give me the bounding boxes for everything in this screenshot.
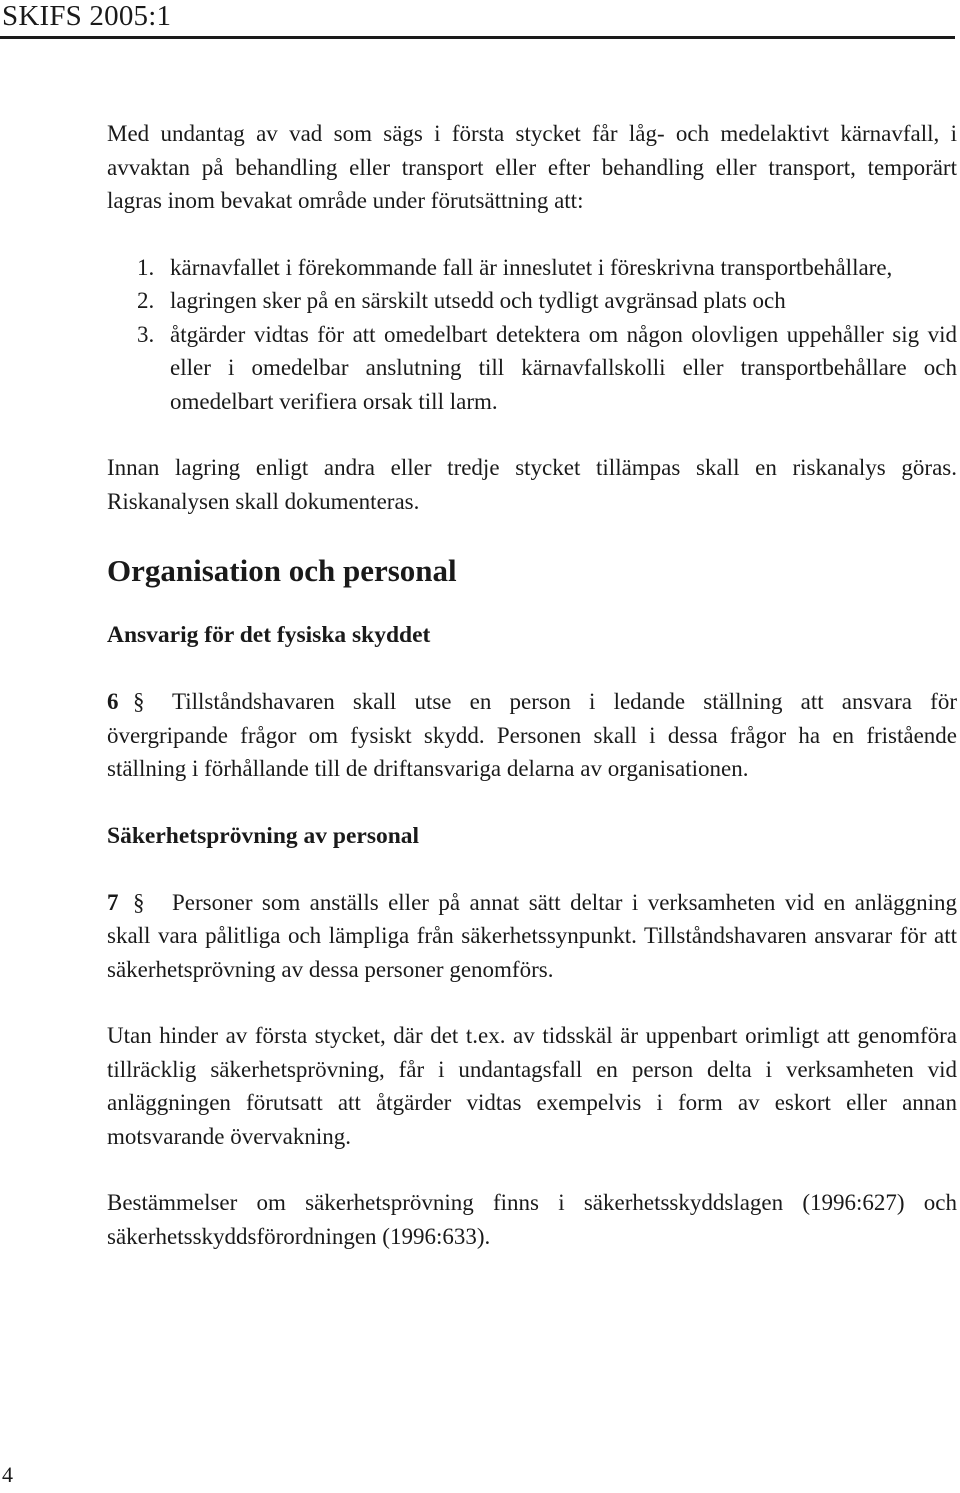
section-symbol: § (133, 689, 145, 714)
document-code: SKIFS 2005:1 (2, 0, 172, 32)
list-item (107, 284, 957, 318)
list-item (107, 251, 957, 285)
page-number: 4 (2, 1462, 13, 1487)
list-item-number: 3. (137, 321, 155, 347)
subheading-vetting: Säkerhetsprövning av personal (107, 822, 420, 849)
list-item (107, 318, 957, 419)
paragraph-intro: Med undantag av vad som sägs i första stycket får låg- och medelaktivt kärnavfall, i avvaktan på behandling eller transport eller efter behandling eller transport, temporärt lagras inom bevakat område under förutsättning att: (107, 121, 957, 213)
section-symbol: § (133, 889, 145, 915)
paragraph-provisions: Bestämmelser om säkerhetsprövning finns i säkerhetsskyddslagen (1996:627) och säkerhetsskyddsförordningen (1996:633). (107, 1190, 957, 1249)
section-heading-organisation: Organisation och personal (107, 553, 457, 588)
section-number: 6 (107, 689, 119, 714)
page-header (0, 0, 960, 40)
subheading-responsible: Ansvarig för det fysiska skyddet (107, 622, 431, 648)
section-6 (107, 685, 957, 786)
list-item-text: kärnavfallet i förekommande fall är inneslutet i föreskrivna transportbehållare, (170, 254, 893, 280)
paragraph-risk-analysis: Innan lagring enligt andra eller tredje stycket tillämpas skall en riskanalys göras. Riskanalysen skall dokumenteras. (107, 455, 957, 514)
section-text: Tillståndshavaren skall utse en person i ledande ställning att ansvara för övergripande frågor om fysiskt skydd. Personen skall i dessa frågor ha en fristående ställning i förhållande till de driftansvariga delarna av organisationen. (107, 689, 957, 781)
list-item-number: 1. (137, 254, 155, 280)
list-item-text: åtgärder vidtas för att omedelbart detektera om någon olovligen uppehåller sig vid eller i omedelbar anslutning till kärnavfallskolli eller transportbehållare och omedelbart verifiera orsak till larm. (170, 321, 957, 414)
paragraph-exception: Utan hinder av första stycket, där det t.ex. av tidsskäl är uppenbart orimligt att genomföra tillräcklig säkerhetsprövning, får i undantagsfall en person delta i verksamheten vid anläggningen förutsatt att åtgärder vidtas exempelvis i form av eskort eller annan motsvarande övervakning. (107, 1023, 957, 1149)
header-rule (0, 36, 955, 39)
document-body (107, 117, 957, 1286)
section-text: Personer som anställs eller på annat sätt deltar i verksamheten vid en anläggning skall vara pålitliga och lämpliga från säkerhetssynpunkt. Tillståndshavaren ansvarar för att säkerhetsprövning av dessa personer genomförs. (107, 889, 957, 982)
list-item-text: lagringen sker på en särskilt utsedd och tydligt avgränsad plats och (170, 288, 786, 313)
condition-list (107, 251, 957, 419)
list-item-number: 2. (137, 288, 155, 313)
section-number: 7 (107, 889, 119, 915)
section-7 (107, 886, 957, 987)
